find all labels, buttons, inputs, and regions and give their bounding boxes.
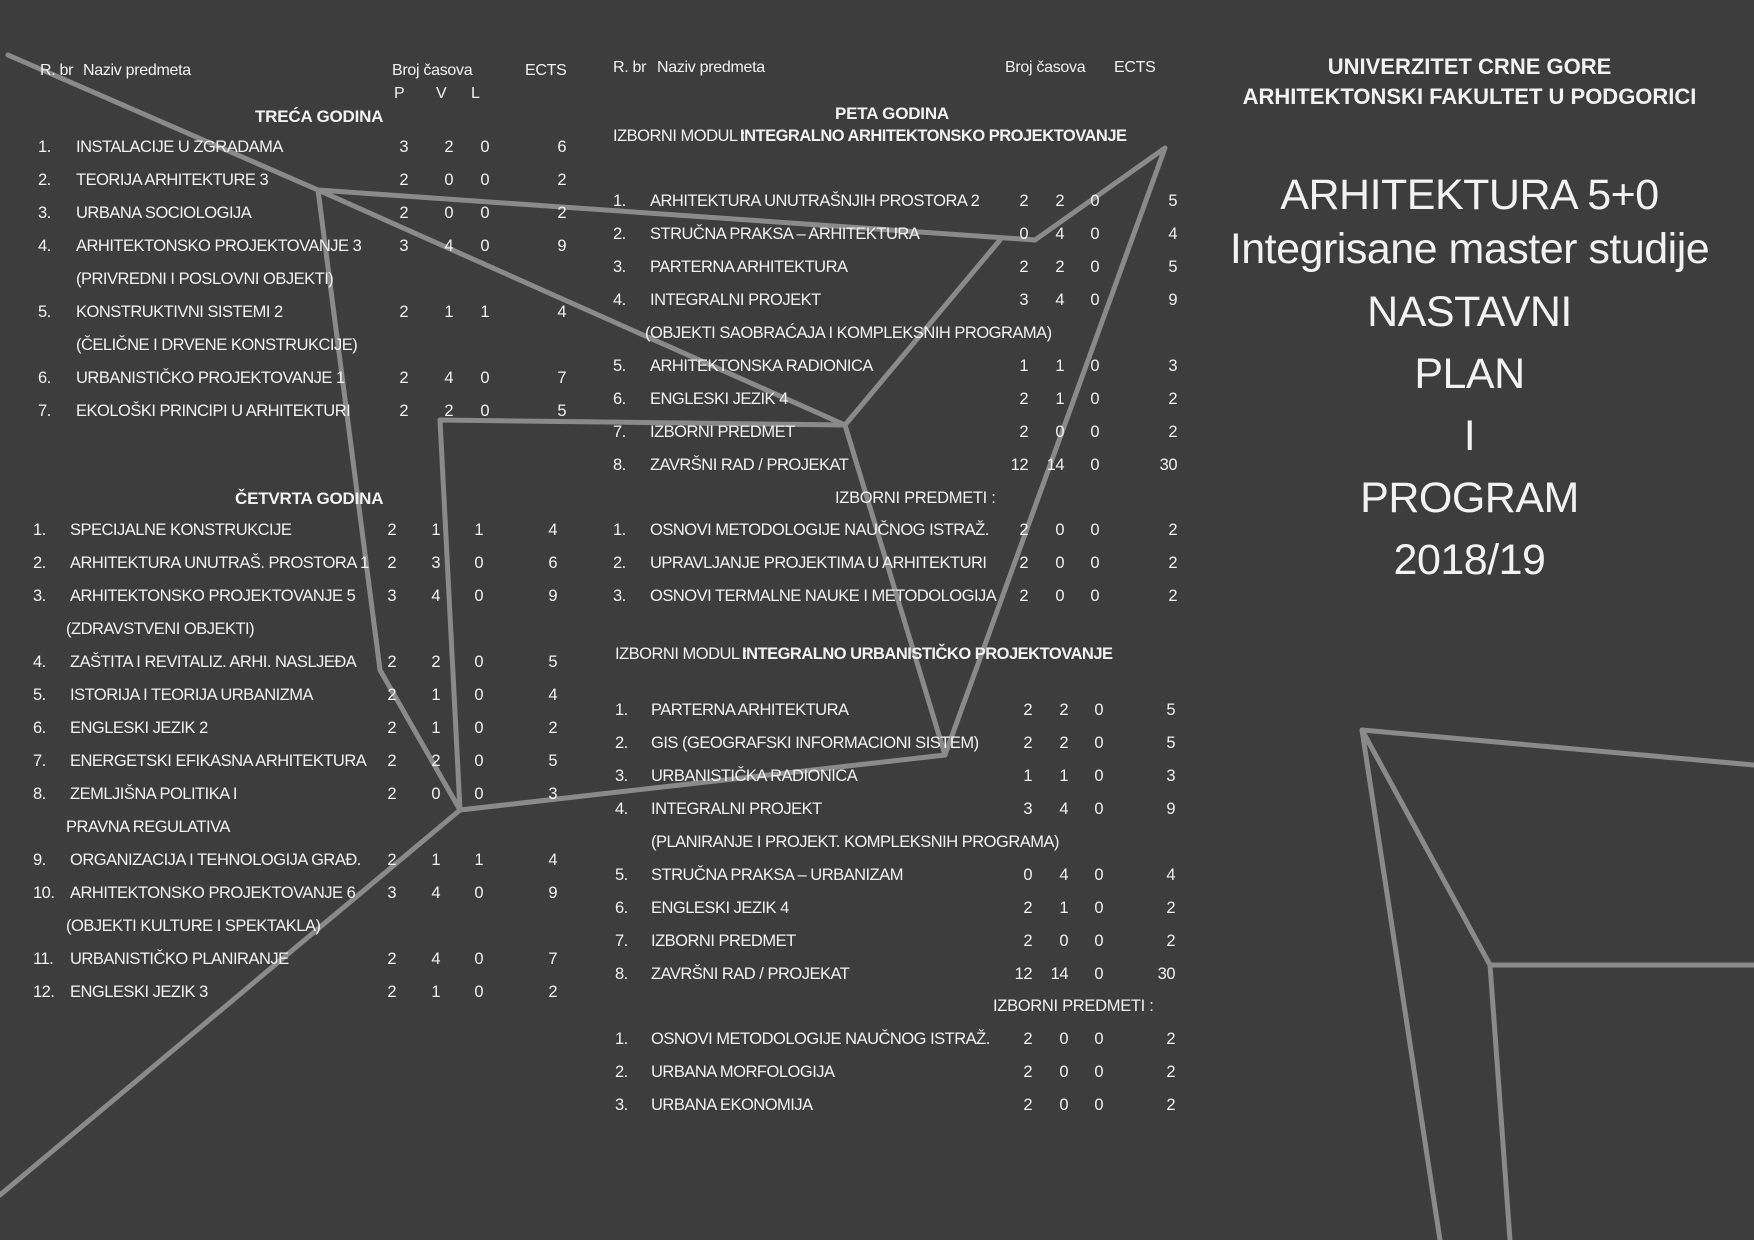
hours-l: 0 bbox=[480, 369, 489, 387]
hours-p: 2 bbox=[1019, 587, 1028, 605]
course-name: URBANISTIČKA RADIONICA bbox=[651, 767, 858, 785]
course-number: 10. bbox=[33, 884, 55, 902]
ects-value: 5 bbox=[548, 752, 557, 770]
hours-v: 4 bbox=[431, 884, 440, 902]
course-name: INTEGRALNI PROJEKT bbox=[651, 800, 822, 818]
header-broj-casova: Broj časova bbox=[392, 62, 473, 79]
course-name: URBANA MORFOLOGIJA bbox=[651, 1063, 835, 1081]
course-name: IZBORNI PREDMET bbox=[651, 932, 796, 950]
hours-p: 1 bbox=[1019, 357, 1028, 375]
hours-p: 2 bbox=[1019, 554, 1028, 572]
ects-value: 2 bbox=[1166, 932, 1175, 950]
module-b-name: INTEGRALNO URBANISTIČKO PROJEKTOVANJE bbox=[742, 645, 1113, 663]
hours-v: 1 bbox=[1055, 390, 1064, 408]
course-number: 8. bbox=[615, 965, 628, 983]
course-number: 2. bbox=[613, 225, 626, 243]
hours-v: 2 bbox=[444, 138, 453, 156]
course-name: ENGLESKI JEZIK 4 bbox=[650, 390, 788, 408]
course-number: 2. bbox=[33, 554, 46, 572]
section-title-year4: ČETVRTA GODINA bbox=[235, 489, 384, 508]
course-name: ZAVRŠNI RAD / PROJEKAT bbox=[651, 965, 850, 983]
ects-value: 5 bbox=[1166, 701, 1175, 719]
course-name: STRUČNA PRAKSA – URBANIZAM bbox=[651, 866, 903, 884]
course-name: (PRIVREDNI I POSLOVNI OBJEKTI) bbox=[76, 270, 334, 288]
hours-v: 0 bbox=[1059, 1030, 1068, 1048]
course-name: (OBJEKTI KULTURE I SPEKTAKLA) bbox=[66, 917, 321, 935]
hours-v: 0 bbox=[444, 204, 453, 222]
hours-v: 2 bbox=[431, 752, 440, 770]
course-name: OSNOVI TERMALNE NAUKE I METODOLOGIJA bbox=[650, 587, 997, 605]
header-naziv: Naziv predmeta bbox=[657, 59, 765, 76]
module-a-electives-title: IZBORNI PREDMETI : bbox=[835, 489, 996, 507]
course-name: SPECIJALNE KONSTRUKCIJE bbox=[70, 521, 292, 539]
hours-l: 0 bbox=[474, 752, 483, 770]
hours-l: 0 bbox=[474, 587, 483, 605]
hours-v: 2 bbox=[1059, 734, 1068, 752]
ects-value: 2 bbox=[557, 171, 566, 189]
course-number: 4. bbox=[615, 800, 628, 818]
hours-l: 0 bbox=[480, 138, 489, 156]
course-name: (PLANIRANJE I PROJEKT. KOMPLEKSNIH PROGRAMA) bbox=[651, 833, 1059, 851]
course-number: 1. bbox=[33, 521, 46, 539]
course-number: 1. bbox=[615, 1030, 628, 1048]
hours-p: 3 bbox=[399, 138, 408, 156]
program-title: ARHITEKTURA 5+0 bbox=[1280, 171, 1659, 219]
course-number: 7. bbox=[615, 932, 628, 950]
course-number: 6. bbox=[615, 899, 628, 917]
hours-v: 4 bbox=[431, 587, 440, 605]
hours-v: 1 bbox=[431, 851, 440, 869]
course-name: INTEGRALNI PROJEKT bbox=[650, 291, 821, 309]
hours-l: 0 bbox=[474, 950, 483, 968]
hours-p: 2 bbox=[387, 686, 396, 704]
ects-value: 2 bbox=[1166, 1096, 1175, 1114]
hours-p: 2 bbox=[1019, 192, 1028, 210]
ects-value: 6 bbox=[548, 554, 557, 572]
hours-p: 3 bbox=[387, 587, 396, 605]
hours-p: 2 bbox=[1023, 701, 1032, 719]
course-number: 12. bbox=[33, 983, 55, 1001]
course-number: 2. bbox=[615, 734, 628, 752]
course-number: 1. bbox=[613, 521, 626, 539]
ects-value: 4 bbox=[548, 521, 557, 539]
course-name: STRUČNA PRAKSA – ARHITEKTURA bbox=[650, 225, 920, 243]
hours-p: 12 bbox=[1014, 965, 1032, 983]
hours-p: 2 bbox=[399, 369, 408, 387]
hours-l: 0 bbox=[474, 653, 483, 671]
hours-v: 0 bbox=[1055, 587, 1064, 605]
hours-p: 2 bbox=[387, 851, 396, 869]
ects-value: 5 bbox=[557, 402, 566, 420]
course-name: KONSTRUKTIVNI SISTEMI 2 bbox=[76, 303, 283, 321]
hours-p: 2 bbox=[1023, 1030, 1032, 1048]
header-v: V bbox=[436, 85, 447, 102]
ects-value: 5 bbox=[1168, 258, 1177, 276]
hours-p: 3 bbox=[399, 237, 408, 255]
hours-l: 0 bbox=[1090, 258, 1099, 276]
course-number: 3. bbox=[613, 258, 626, 276]
course-number: 1. bbox=[615, 701, 628, 719]
hours-v: 1 bbox=[1059, 899, 1068, 917]
course-number: 7. bbox=[38, 402, 51, 420]
course-number: 2. bbox=[615, 1063, 628, 1081]
ects-value: 4 bbox=[557, 303, 566, 321]
hours-v: 2 bbox=[431, 653, 440, 671]
cover-line-program: PROGRAM bbox=[1360, 474, 1579, 522]
course-name: ARHITEKTONSKO PROJEKTOVANJE 3 bbox=[76, 237, 362, 255]
hours-v: 0 bbox=[1059, 1063, 1068, 1081]
course-name: ENERGETSKI EFIKASNA ARHITEKTURA bbox=[70, 752, 367, 770]
ects-value: 2 bbox=[1168, 587, 1177, 605]
ects-value: 5 bbox=[1168, 192, 1177, 210]
cover-panel bbox=[1185, 0, 1754, 1240]
ects-value: 30 bbox=[1159, 456, 1177, 474]
hours-l: 0 bbox=[480, 204, 489, 222]
hours-p: 2 bbox=[1023, 734, 1032, 752]
course-number: 9. bbox=[33, 851, 46, 869]
hours-v: 1 bbox=[431, 719, 440, 737]
ects-value: 4 bbox=[1168, 225, 1177, 243]
course-number: 3. bbox=[613, 587, 626, 605]
hours-p: 2 bbox=[387, 983, 396, 1001]
ects-value: 2 bbox=[1168, 521, 1177, 539]
hours-l: 0 bbox=[474, 719, 483, 737]
hours-v: 0 bbox=[1059, 932, 1068, 950]
hours-v: 0 bbox=[444, 171, 453, 189]
header-broj-casova: Broj časova bbox=[1005, 59, 1086, 76]
cover-line-nastavni: NASTAVNI bbox=[1367, 288, 1572, 336]
ects-value: 2 bbox=[548, 983, 557, 1001]
hours-l: 0 bbox=[1090, 456, 1099, 474]
course-name: OSNOVI METODOLOGIJE NAUČNOG ISTRAŽ. bbox=[650, 521, 989, 539]
hours-l: 0 bbox=[1090, 521, 1099, 539]
ects-value: 4 bbox=[548, 686, 557, 704]
header-ects: ECTS bbox=[525, 62, 567, 79]
hours-p: 2 bbox=[1023, 932, 1032, 950]
module-b-electives-title: IZBORNI PREDMETI : bbox=[993, 997, 1154, 1015]
hours-p: 12 bbox=[1010, 456, 1028, 474]
ects-value: 4 bbox=[548, 851, 557, 869]
course-name: ZAVRŠNI RAD / PROJEKAT bbox=[650, 456, 849, 474]
header-ects: ECTS bbox=[1114, 59, 1156, 76]
cover-line-i: I bbox=[1463, 412, 1476, 460]
course-number: 1. bbox=[613, 192, 626, 210]
hours-l: 1 bbox=[474, 851, 483, 869]
hours-p: 2 bbox=[387, 785, 396, 803]
hours-v: 1 bbox=[431, 521, 440, 539]
hours-l: 0 bbox=[474, 884, 483, 902]
course-name: PARTERNA ARHITEKTURA bbox=[650, 258, 848, 276]
course-number: 11. bbox=[33, 950, 54, 968]
section-title-year3: TREĆA GODINA bbox=[255, 107, 384, 126]
hours-v: 2 bbox=[444, 402, 453, 420]
hours-l: 1 bbox=[480, 303, 489, 321]
course-name: ZEMLJIŠNA POLITIKA I bbox=[70, 785, 237, 803]
course-name: EKOLOŠKI PRINCIPI U ARHITEKTURI bbox=[76, 402, 351, 420]
hours-v: 0 bbox=[1055, 423, 1064, 441]
hours-p: 2 bbox=[399, 402, 408, 420]
hours-p: 2 bbox=[1019, 521, 1028, 539]
hours-v: 0 bbox=[431, 785, 440, 803]
hours-v: 3 bbox=[431, 554, 440, 572]
course-name: (ZDRAVSTVENI OBJEKTI) bbox=[66, 620, 255, 638]
hours-v: 14 bbox=[1046, 456, 1064, 474]
hours-v: 4 bbox=[1059, 866, 1068, 884]
cover-line-plan: PLAN bbox=[1414, 350, 1525, 398]
course-name: IZBORNI PREDMET bbox=[650, 423, 795, 441]
hours-p: 3 bbox=[387, 884, 396, 902]
course-name: URBANISTIČKO PLANIRANJE bbox=[70, 950, 289, 968]
hours-l: 0 bbox=[1094, 734, 1103, 752]
ects-value: 2 bbox=[1166, 1063, 1175, 1081]
hours-p: 0 bbox=[1019, 225, 1028, 243]
ects-value: 3 bbox=[1166, 767, 1175, 785]
hours-l: 0 bbox=[1094, 701, 1103, 719]
hours-p: 2 bbox=[1019, 390, 1028, 408]
header-l: L bbox=[471, 85, 480, 102]
course-number: 6. bbox=[38, 369, 51, 387]
ects-value: 7 bbox=[548, 950, 557, 968]
course-name: ARHITEKTURA UNUTRAŠ. PROSTORA 1 bbox=[70, 554, 369, 572]
course-name: (ČELIČNE I DRVENE KONSTRUKCIJE) bbox=[76, 336, 358, 354]
course-number: 5. bbox=[33, 686, 46, 704]
course-name: ENGLESKI JEZIK 4 bbox=[651, 899, 789, 917]
hours-v: 14 bbox=[1050, 965, 1068, 983]
course-name: GIS (GEOGRAFSKI INFORMACIONI SISTEM) bbox=[651, 734, 979, 752]
hours-p: 2 bbox=[399, 204, 408, 222]
module-a-prefix: IZBORNI MODUL : bbox=[613, 127, 746, 145]
hours-v: 2 bbox=[1059, 701, 1068, 719]
course-name: OSNOVI METODOLOGIJE NAUČNOG ISTRAŽ. bbox=[651, 1030, 990, 1048]
hours-l: 0 bbox=[1094, 800, 1103, 818]
ects-value: 3 bbox=[1168, 357, 1177, 375]
section-title-year5: PETA GODINA bbox=[835, 104, 949, 123]
hours-v: 0 bbox=[1055, 521, 1064, 539]
ects-value: 7 bbox=[557, 369, 566, 387]
course-number: 4. bbox=[613, 291, 626, 309]
hours-l: 0 bbox=[1094, 899, 1103, 917]
hours-l: 0 bbox=[480, 402, 489, 420]
course-name: PARTERNA ARHITEKTURA bbox=[651, 701, 849, 719]
hours-l: 0 bbox=[1090, 357, 1099, 375]
hours-l: 0 bbox=[1090, 225, 1099, 243]
hours-l: 0 bbox=[480, 237, 489, 255]
hours-l: 0 bbox=[1090, 390, 1099, 408]
academic-year: 2018/19 bbox=[1393, 536, 1546, 584]
hours-p: 2 bbox=[1019, 423, 1028, 441]
hours-l: 0 bbox=[1090, 587, 1099, 605]
hours-p: 2 bbox=[387, 521, 396, 539]
course-number: 2. bbox=[613, 554, 626, 572]
course-name: (OBJEKTI SAOBRAĆAJA I KOMPLEKSNIH PROGRAMA) bbox=[645, 324, 1052, 342]
hours-l: 0 bbox=[480, 171, 489, 189]
hours-v: 1 bbox=[1055, 357, 1064, 375]
header-rbr: R. br bbox=[40, 62, 74, 79]
hours-l: 0 bbox=[1094, 767, 1103, 785]
ects-value: 9 bbox=[557, 237, 566, 255]
course-name: PRAVNA REGULATIVA bbox=[66, 818, 230, 836]
ects-value: 9 bbox=[1166, 800, 1175, 818]
course-name: TEORIJA ARHITEKTURE 3 bbox=[76, 171, 269, 189]
hours-l: 1 bbox=[474, 521, 483, 539]
hours-l: 0 bbox=[1094, 1030, 1103, 1048]
hours-v: 4 bbox=[1059, 800, 1068, 818]
hours-p: 2 bbox=[1023, 899, 1032, 917]
hours-l: 0 bbox=[1094, 866, 1103, 884]
course-name: INSTALACIJE U ZGRADAMA bbox=[76, 138, 283, 156]
hours-p: 2 bbox=[399, 303, 408, 321]
hours-p: 3 bbox=[1019, 291, 1028, 309]
ects-value: 2 bbox=[1168, 554, 1177, 572]
hours-p: 2 bbox=[387, 653, 396, 671]
ects-value: 5 bbox=[548, 653, 557, 671]
hours-l: 0 bbox=[1090, 291, 1099, 309]
hours-v: 4 bbox=[1055, 291, 1064, 309]
course-name: ENGLESKI JEZIK 3 bbox=[70, 983, 208, 1001]
ects-value: 2 bbox=[1168, 423, 1177, 441]
hours-l: 0 bbox=[1090, 554, 1099, 572]
hours-p: 2 bbox=[1023, 1096, 1032, 1114]
course-number: 1. bbox=[38, 138, 51, 156]
module-a-name: INTEGRALNO ARHITEKTONSKO PROJEKTOVANJE bbox=[740, 127, 1127, 145]
hours-p: 2 bbox=[1023, 1063, 1032, 1081]
hours-p: 2 bbox=[399, 171, 408, 189]
ects-value: 2 bbox=[557, 204, 566, 222]
course-name: UPRAVLJANJE PROJEKTIMA U ARHITEKTURI bbox=[650, 554, 987, 572]
course-name: URBANISTIČKO PROJEKTOVANJE 1 bbox=[76, 369, 345, 387]
course-number: 8. bbox=[613, 456, 626, 474]
course-number: 5. bbox=[615, 866, 628, 884]
course-number: 6. bbox=[613, 390, 626, 408]
course-number: 2. bbox=[38, 171, 51, 189]
hours-p: 1 bbox=[1023, 767, 1032, 785]
ects-value: 9 bbox=[548, 884, 557, 902]
hours-v: 0 bbox=[1059, 1096, 1068, 1114]
hours-l: 0 bbox=[1094, 965, 1103, 983]
course-number: 5. bbox=[38, 303, 51, 321]
course-name: ARHITEKTURA UNUTRAŠNJIH PROSTORA 2 bbox=[650, 192, 980, 210]
university-name: UNIVERZITET CRNE GORE bbox=[1327, 54, 1612, 79]
hours-l: 0 bbox=[1094, 932, 1103, 950]
hours-v: 1 bbox=[431, 686, 440, 704]
ects-value: 9 bbox=[548, 587, 557, 605]
course-number: 3. bbox=[615, 767, 628, 785]
hours-l: 0 bbox=[1094, 1096, 1103, 1114]
hours-p: 2 bbox=[387, 554, 396, 572]
ects-value: 3 bbox=[548, 785, 557, 803]
ects-value: 4 bbox=[1166, 866, 1175, 884]
ects-value: 2 bbox=[1166, 899, 1175, 917]
hours-p: 3 bbox=[1023, 800, 1032, 818]
course-number: 5. bbox=[613, 357, 626, 375]
program-subtitle: Integrisane master studije bbox=[1229, 225, 1710, 273]
hours-v: 2 bbox=[1055, 258, 1064, 276]
hours-l: 0 bbox=[1094, 1063, 1103, 1081]
hours-v: 1 bbox=[431, 983, 440, 1001]
hours-v: 0 bbox=[1055, 554, 1064, 572]
hours-l: 0 bbox=[474, 983, 483, 1001]
hours-v: 4 bbox=[431, 950, 440, 968]
course-name: ARHITEKTONSKA RADIONICA bbox=[650, 357, 873, 375]
middle-panel bbox=[605, 0, 1175, 1240]
course-name: ORGANIZACIJA I TEHNOLOGIJA GRAĐ. bbox=[70, 851, 361, 869]
hours-v: 1 bbox=[1059, 767, 1068, 785]
hours-l: 0 bbox=[1090, 192, 1099, 210]
course-name: ENGLESKI JEZIK 2 bbox=[70, 719, 208, 737]
ects-value: 2 bbox=[1166, 1030, 1175, 1048]
faculty-name: ARHITEKTONSKI FAKULTET U PODGORICI bbox=[1242, 84, 1697, 109]
course-name: URBANA EKONOMIJA bbox=[651, 1096, 813, 1114]
ects-value: 2 bbox=[1168, 390, 1177, 408]
hours-p: 2 bbox=[1019, 258, 1028, 276]
ects-value: 30 bbox=[1157, 965, 1175, 983]
ects-value: 2 bbox=[548, 719, 557, 737]
ects-value: 5 bbox=[1166, 734, 1175, 752]
ects-value: 6 bbox=[557, 138, 566, 156]
header-p: P bbox=[394, 85, 405, 102]
course-number: 6. bbox=[33, 719, 46, 737]
header-rbr: R. br bbox=[613, 59, 647, 76]
course-number: 4. bbox=[33, 653, 46, 671]
hours-p: 2 bbox=[387, 719, 396, 737]
hours-p: 0 bbox=[1023, 866, 1032, 884]
module-b-prefix: IZBORNI MODUL : bbox=[615, 645, 748, 663]
hours-l: 0 bbox=[474, 785, 483, 803]
hours-v: 4 bbox=[1055, 225, 1064, 243]
course-number: 7. bbox=[613, 423, 626, 441]
course-number: 8. bbox=[33, 785, 46, 803]
hours-v: 4 bbox=[444, 369, 453, 387]
course-number: 3. bbox=[38, 204, 51, 222]
course-name: ARHITEKTONSKO PROJEKTOVANJE 6 bbox=[70, 884, 356, 902]
left-panel bbox=[0, 0, 590, 1240]
course-name: URBANA SOCIOLOGIJA bbox=[76, 204, 252, 222]
hours-v: 4 bbox=[444, 237, 453, 255]
hours-p: 2 bbox=[387, 752, 396, 770]
course-number: 4. bbox=[38, 237, 51, 255]
course-number: 7. bbox=[33, 752, 46, 770]
course-name: ZAŠTITA I REVITALIZ. ARHI. NASLJEĐA bbox=[70, 653, 357, 671]
hours-p: 2 bbox=[387, 950, 396, 968]
hours-l: 0 bbox=[474, 554, 483, 572]
hours-v: 2 bbox=[1055, 192, 1064, 210]
course-number: 3. bbox=[33, 587, 46, 605]
course-name: ISTORIJA I TEORIJA URBANIZMA bbox=[70, 686, 314, 704]
ects-value: 9 bbox=[1168, 291, 1177, 309]
hours-l: 0 bbox=[474, 686, 483, 704]
header-naziv: Naziv predmeta bbox=[83, 62, 191, 79]
course-number: 3. bbox=[615, 1096, 628, 1114]
hours-l: 0 bbox=[1090, 423, 1099, 441]
course-name: ARHITEKTONSKO PROJEKTOVANJE 5 bbox=[70, 587, 356, 605]
hours-v: 1 bbox=[444, 303, 453, 321]
